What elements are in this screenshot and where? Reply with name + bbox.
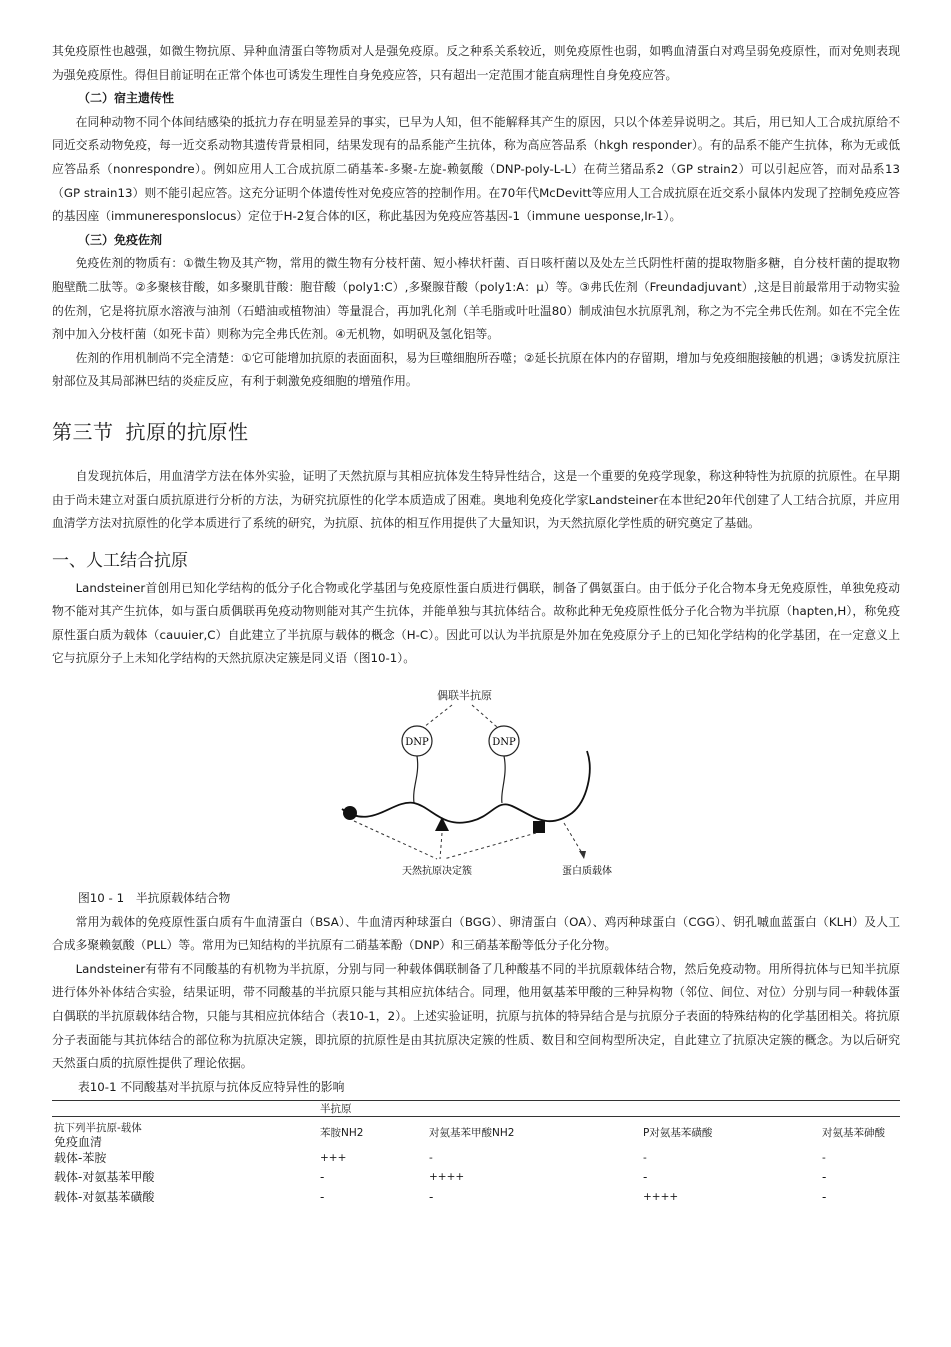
table-caption: 表10-1 不同酸基对半抗原与抗体反应特异性的影响 <box>78 1079 345 1094</box>
dashed-line <box>444 833 536 859</box>
table-column-header: P对氨基苯磺酸 <box>641 1116 820 1149</box>
table-row: 载体-苯胺 +++ - - - <box>54 1151 826 1166</box>
hapten-specificity-table <box>52 1100 900 1207</box>
section-number: 第三节 <box>52 419 114 444</box>
linker-line <box>502 756 505 803</box>
table-column-header: 对氨基苯甲酸NH2 <box>427 1116 641 1149</box>
dashed-line <box>564 823 582 853</box>
figure-label-dnp: DNP <box>405 737 429 749</box>
table-row: 载体-对氨基苯甲酸 - ++++ - - <box>54 1169 827 1185</box>
paragraph: Landsteiner有带有不同酸基的有机物为半抗原，分别与同一种载体偶联制备了几种酸基不同的半抗原载体结合物，然后免疫动物。用所得抗体与已知半抗原进行体外补体结合实验，结果证明，带不同酸基的半抗原只能与其相应抗体结合。同理，他用氨基苯甲酸的三种异构物（邻位、间位、对位）分别与同一种载体蛋白偶联的半抗原载体结合物，只能与其相应抗体结合（表10-1，2）。上述实验证明，抗原与抗体的特异结合是与抗原分子表面的特殊结构的化学基团相关。将抗原分子表面能与其抗体结合的部位称为抗原决定簇，即抗原的抗原性是由其抗原决定簇的性质、数目和空间构型所决定，自此建立了抗原决定簇的概念。为以后研究天然蛋白质的抗原性提供了理论依据。 <box>52 961 900 1071</box>
paragraph: 常用为载体的免疫原性蛋白质有牛血清蛋白（BSA）、牛血清丙种球蛋白（BGG）、卵清蛋白（OA）、鸡丙种球蛋白（CGG）、钥孔嘁血蓝蛋白（KLH）及人工合成多聚赖氨酸（PLL）等。常用为已知结构的半抗原有二硝基苯酚（DNP）和三硝基苯酚等低分子化分物。 <box>52 914 900 953</box>
section-title: 抗原的抗原性 <box>125 419 249 444</box>
paragraph: 佐剂的作用机制尚不完全清楚：①它可能增加抗原的表面面积，易为巨噬细胞所吞噬；②延长抗原在体内的存留期，增加与免疫细胞接触的机遇；③诱发抗原注射部位及其局部淋巴结的炎症反应，有利于刺激免疫细胞的增殖作用。 <box>52 350 900 389</box>
dashed-line <box>440 833 442 859</box>
document-page <box>52 40 900 1207</box>
dashed-line <box>424 705 452 727</box>
subheading-host-genetics: （二）宿主遗传性 <box>78 91 175 106</box>
figure-label-conjugated-hapten: 偶联半抗原 <box>437 689 492 703</box>
arrow-head <box>579 851 586 859</box>
hapten-carrier-figure <box>332 681 652 881</box>
figure-label-dnp: DNP <box>492 737 516 749</box>
paragraph: 其免疫原性也越强，如微生物抗原、异种血清蛋白等物质对人是强免疫原。反之种系关系较近，则免疫原性也弱，如鸭血清蛋白对鸡呈弱免疫原性，而对免则表现为强免疫原性。得但目前证明在正常个体也可诱发生理性自身免疫应答，只有超出一定范围才能直病理性自身免疫应答。 <box>52 44 900 82</box>
paragraph: Landsteiner首创用已知化学结构的低分子化合物或化学基团与免疫原性蛋白质进行偶联，制备了偶氨蛋白。由于低分子化合物本身无免疫原性，单独免疫动物不能对其产生抗体，如与蛋白质偶联再免疫动物则能对其产生抗体，并能单独与其抗体结合。故称此种无免疫原性低分子化合物为半抗原（hapten,H），称免疫原性蛋白质为载体（cauuier,C）自此建立了半抗原与载体的概念（H-C）。因此可以认为半抗原是外加在免疫原分子上的已知化学结构的化学基团，在一定意义上它与抗原分子上未知化学结构的天然抗原决定簇是同义语（图10-1）。 <box>52 580 900 666</box>
paragraph: 在同种动物不同个体间结感染的抵抗力存在明显差异的事实，已早为人知，但不能解释其产生的原因，只以个体差异说明之。其后，用已知人工合成抗原给不同近交系动物免疫，每一近交系动物其遗传背景相同，结果发现有的品系能产生抗体，称为高应答品系（hkgh responder）。有的品系不能产生抗体，称为无或低应答品系（nonrespondre）。例如应用人工合成抗原二硝基苯-多聚-左旋-赖氨酸（DNP-poly-L-L）在荷兰猪品系2（GP strain2）可以引起应答，而对品系13（GP strain13）则不能引起应答。这充分证明个体遗传性对免疫应答的控制作用。在70年代McDevitt等应用人工合成抗原在近交系小鼠体内发现了控制免疫应答的基因座（immuneresponslocus）定位于H-2复合体的I区，称此基因为免疫应答基因-1（immune uesponse,Ir-1）。 <box>52 114 900 224</box>
figure-label-natural-determinant: 天然抗原决定簇 <box>402 866 472 878</box>
section-heading <box>52 416 900 445</box>
dashed-line <box>472 705 497 727</box>
chapter-heading: 一、人工结合抗原 <box>52 550 188 571</box>
protein-carrier-chain <box>342 751 590 823</box>
table-column-header: 对氨基苯砷酸 <box>820 1116 900 1149</box>
paragraph: 免疫佐剂的物质有：①微生物及其产物，常用的微生物有分枝杆菌、短小棒状杆菌、百日咳杆菌以及处左兰氏阴性杆菌的提取物脂多糖，自分枝杆菌的提取物胞壁酰二肽等。②多聚核苷酸，如多聚肌苷酸：胞苷酸（poly1:C）,多聚腺苷酸（poly1:A：μ）等。③弗氏佐剂（Freundadjuvant）,这是目前最常用于动物实验的佐剂，它是将抗原水溶液与油剂（石蜡油或植物油）等量混合，再加乳化剂（羊毛脂或叶吐温80）制成油包水抗原乳剂，称之为不完全弗氏佐剂。如在不完全佐剂中加入分枝杆菌（如死卡苗）则称为完全弗氏佐剂。④无机物，如明矾及氢化铝等。 <box>52 256 900 342</box>
paragraph: 自发现抗体后，用血清学方法在体外实验，证明了天然抗原与其相应抗体发生特异性结合，这是一个重要的免疫学现象，称这种特性为抗原的抗原性。在早期由于尚未建立对蛋白质抗原进行分析的方法，为研究抗原性的化学本质造成了困难。奥地利免疫化学家Landsteiner在本世纪20年代创建了人工结合抗原，并应用血清学方法对抗原性的化学本质进行了系统的研究，为抗原、抗体的相互作用提供了大量知识，为天然抗原化学性质的研究奠定了基础。 <box>52 468 900 531</box>
table-row-header: 抗下列半抗原-载体 免疫血清 <box>52 1116 318 1149</box>
figure-caption: 图10 - 1 半抗原载体结合物 <box>78 891 231 906</box>
determinant-square <box>533 821 545 833</box>
table-group-header: 半抗原 <box>320 1102 352 1115</box>
determinant-circle <box>343 806 357 820</box>
hapten-carrier-diagram <box>332 681 652 881</box>
subheading-adjuvant: （三）免疫佐剂 <box>78 232 163 247</box>
figure-label-carrier: 蛋白质载体 <box>562 866 612 878</box>
determinant-triangle <box>435 817 449 831</box>
linker-line <box>414 756 418 803</box>
dashed-line <box>354 821 437 859</box>
table-row: 载体-对氨基苯磺酸 - - ++++ - <box>54 1189 827 1205</box>
table-column-header: 苯胺NH2 <box>318 1116 427 1149</box>
